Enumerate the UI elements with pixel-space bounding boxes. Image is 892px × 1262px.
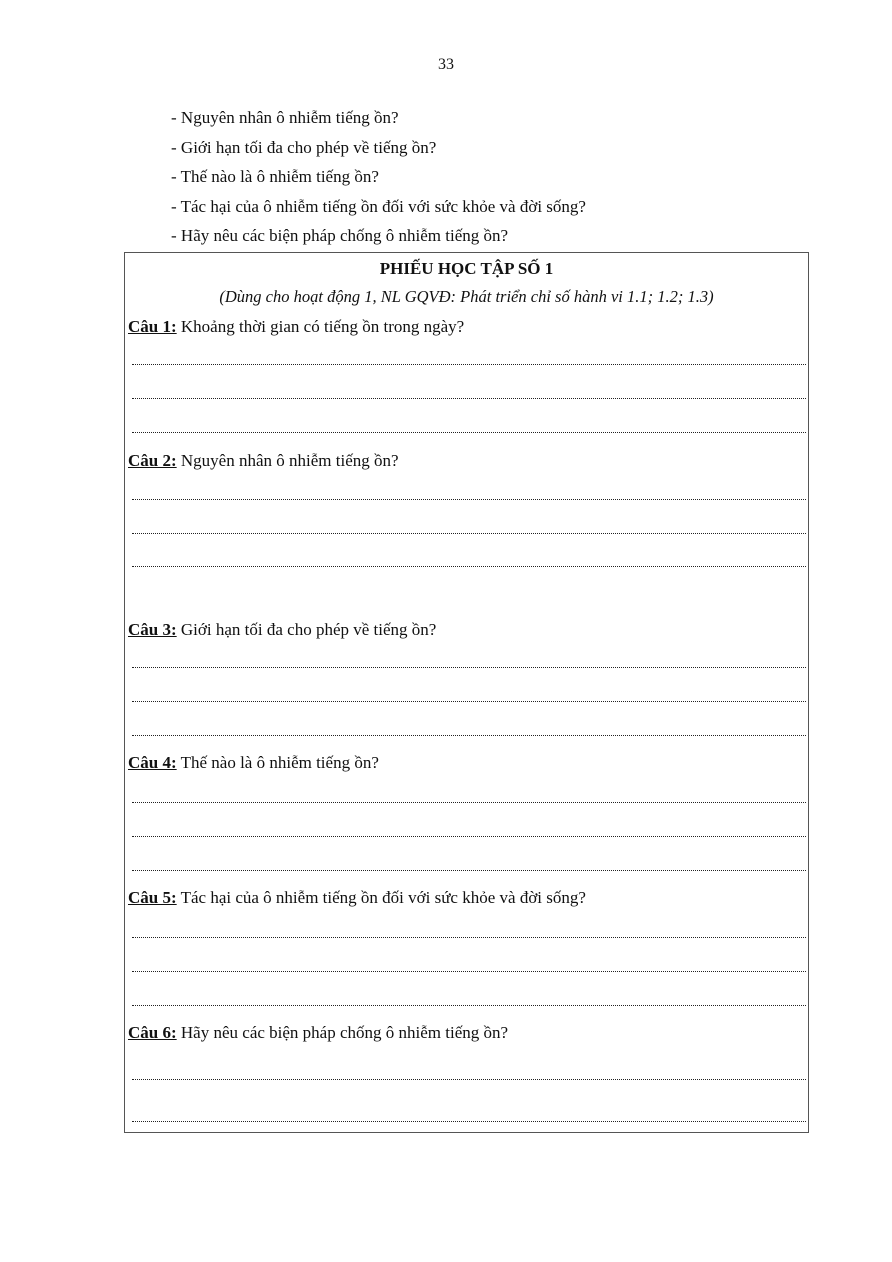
answer-line[interactable] <box>132 566 806 567</box>
answer-line[interactable] <box>132 802 806 803</box>
answer-line[interactable] <box>132 667 806 668</box>
answer-line[interactable] <box>132 870 806 871</box>
question-text: Giới hạn tối đa cho phép về tiếng ồn? <box>176 620 437 639</box>
answer-line[interactable] <box>132 937 806 938</box>
worksheet-title: PHIẾU HỌC TẬP SỐ 1 <box>379 259 554 278</box>
question-3 <box>128 620 436 640</box>
list-item: - Tác hại của ô nhiễm tiếng ồn đối với sức khỏe và đời sống? <box>171 196 586 216</box>
question-6 <box>128 1023 508 1043</box>
question-5 <box>128 888 586 908</box>
question-4 <box>128 753 379 773</box>
answer-line[interactable] <box>132 533 806 534</box>
question-label: Câu 3: <box>128 620 177 639</box>
question-text: Khoảng thời gian có tiếng ồn trong ngày? <box>176 317 465 336</box>
answer-line[interactable] <box>132 364 806 365</box>
worksheet-box <box>124 252 809 1133</box>
page-number: 33 <box>438 56 454 73</box>
answer-line[interactable] <box>132 735 806 736</box>
answer-line[interactable] <box>132 432 806 433</box>
list-item: - Giới hạn tối đa cho phép về tiếng ồn? <box>171 137 437 157</box>
question-text: Thế nào là ô nhiễm tiếng ồn? <box>176 753 379 772</box>
answer-line[interactable] <box>132 1079 806 1080</box>
answer-line[interactable] <box>132 1005 806 1006</box>
question-1 <box>128 317 464 337</box>
answer-line[interactable] <box>132 836 806 837</box>
question-label: Câu 5: <box>128 888 177 907</box>
answer-line[interactable] <box>132 398 806 399</box>
question-list <box>171 107 586 255</box>
question-text: Hãy nêu các biện pháp chống ô nhiễm tiếng ồn? <box>176 1023 509 1042</box>
answer-line[interactable] <box>132 1121 806 1122</box>
question-text: Tác hại của ô nhiễm tiếng ồn đối với sức khỏe và đời sống? <box>176 888 586 907</box>
answer-line[interactable] <box>132 499 806 500</box>
question-2 <box>128 451 399 471</box>
question-label: Câu 1: <box>128 317 177 336</box>
answer-line[interactable] <box>132 701 806 702</box>
question-label: Câu 6: <box>128 1023 177 1042</box>
list-item: - Nguyên nhân ô nhiễm tiếng ồn? <box>171 108 399 127</box>
question-label: Câu 2: <box>128 451 177 470</box>
list-item: - Hãy nêu các biện pháp chống ô nhiễm tiếng ồn? <box>171 226 509 246</box>
question-label: Câu 4: <box>128 753 177 772</box>
question-text: Nguyên nhân ô nhiễm tiếng ồn? <box>176 451 399 470</box>
answer-line[interactable] <box>132 971 806 972</box>
list-item: - Thế nào là ô nhiễm tiếng ồn? <box>171 167 379 187</box>
worksheet-subtitle: (Dùng cho hoạt động 1, NL GQVĐ: Phát triển chỉ số hành vi 1.1; 1.2; 1.3) <box>219 287 714 306</box>
